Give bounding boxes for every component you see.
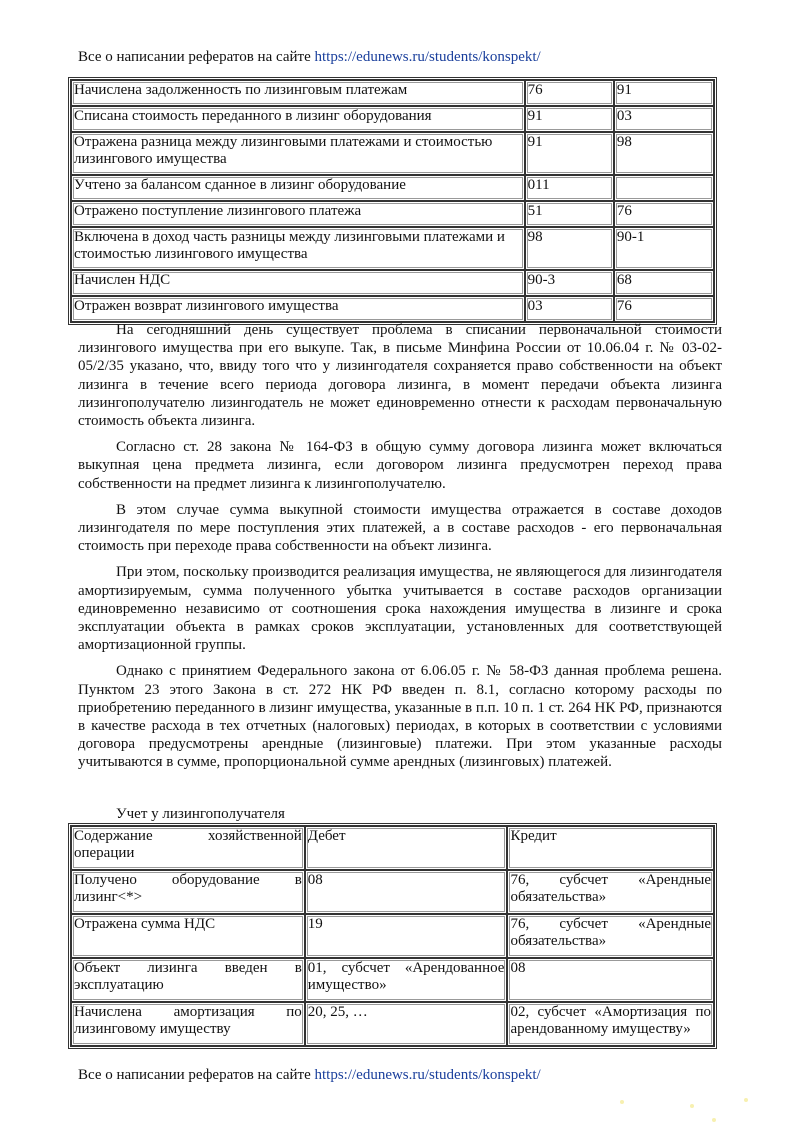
table-row <box>71 227 714 270</box>
operation-cell: Отражена разница между лизинговыми платежами и стоимостью лизингового имущества <box>71 132 525 175</box>
credit-cell <box>614 175 714 201</box>
debit-cell: 76 <box>525 80 614 106</box>
debit-cell: 91 <box>525 132 614 175</box>
credit-cell: 03 <box>614 106 714 132</box>
debit-cell: 51 <box>525 201 614 227</box>
body-text <box>78 321 722 780</box>
debit-cell: 01, субсчет «Арендованное имущество» <box>305 958 508 1002</box>
credit-cell: 91 <box>614 80 714 106</box>
paragraph: В этом случае сумма выкупной стоимости имущества отражается в составе доходов лизингодателя по мере поступления этих платежей, а в составе расходов - его первоначальная стоимость при переходе права собственности на объект лизинга. <box>78 501 722 555</box>
paragraph: При этом, поскольку производится реализация имущества, не являющегося для лизингодателя амортизируемым, сумма полученного убытка учитывается в составе расходов организации единовременно независимо от соотношения срока нахождения имущества в лизинге и срока эксплуатации объекта в рамках сроков эксплуатации, установленных для соответствующей амортизационной группы. <box>78 564 722 654</box>
debit-cell: 08 <box>305 870 508 914</box>
table-row <box>71 914 714 958</box>
paragraph: Согласно ст. 28 закона № 164-ФЗ в общую сумму договора лизинга может включаться выкупная цена предмета лизинга, если договором лизинга предусмотрен переход права собственности на предмет лизинга к лизингополучателю. <box>78 439 722 492</box>
header-credit: Кредит <box>507 826 714 870</box>
debit-cell: 011 <box>525 175 614 201</box>
operation-cell: Списана стоимость переданного в лизинг оборудования <box>71 106 525 132</box>
credit-cell: 76 <box>614 296 714 322</box>
credit-cell: 76, субсчет «Арендные обязательства» <box>507 914 714 958</box>
credit-cell: 98 <box>614 132 714 175</box>
table-row <box>71 106 714 132</box>
operation-cell: Начислена задолженность по лизинговым платежам <box>71 80 525 106</box>
credit-cell: 76, субсчет «Арендные обязательства» <box>507 870 714 914</box>
operation-cell: Объект лизинга введен в эксплуатацию <box>71 958 305 1002</box>
scan-artifact-dot <box>620 1100 624 1104</box>
operation-cell: Учтено за балансом сданное в лизинг оборудование <box>71 175 525 201</box>
lessee-entries-table <box>68 823 717 1049</box>
credit-cell: 90-1 <box>614 227 714 270</box>
table-row <box>71 201 714 227</box>
table-caption: Учет у лизингополучателя <box>116 806 285 822</box>
debit-cell: 03 <box>525 296 614 322</box>
scan-artifact-dot <box>712 1118 716 1122</box>
operation-cell: Начислена амортизация по лизинговому имуществу <box>71 1002 305 1046</box>
table-row <box>71 296 714 322</box>
debit-cell: 98 <box>525 227 614 270</box>
table-row <box>71 870 714 914</box>
debit-cell: 20, 25, … <box>305 1002 508 1046</box>
operation-cell: Отражено поступление лизингового платежа <box>71 201 525 227</box>
table-row <box>71 175 714 201</box>
header-link[interactable]: https://edunews.ru/students/konspekt/ <box>314 49 541 65</box>
operation-cell: Начислен НДС <box>71 270 525 296</box>
footer-text: Все о написании рефератов на сайте <box>78 1067 311 1083</box>
credit-cell: 76 <box>614 201 714 227</box>
debit-cell: 91 <box>525 106 614 132</box>
table-row <box>71 132 714 175</box>
table-row <box>71 1002 714 1046</box>
operation-cell: Получено оборудование в лизинг<*> <box>71 870 305 914</box>
table-row <box>71 80 714 106</box>
table-row <box>71 958 714 1002</box>
operation-cell: Отражен возврат лизингового имущества <box>71 296 525 322</box>
table-row <box>71 270 714 296</box>
table-header-row <box>71 826 714 870</box>
scan-artifact-dot <box>744 1098 748 1102</box>
header-debit: Дебет <box>305 826 508 870</box>
operation-cell: Отражена сумма НДС <box>71 914 305 958</box>
header-text: Все о написании рефератов на сайте <box>78 49 311 65</box>
paragraph: На сегодняшний день существует проблема в списании первоначальной стоимости лизингового имущества при его выкупе. Так, в письме Минфина России от 10.06.04 г. № 03-02-05/2/35 указано, что, ввиду того что у лизингодателя сохраняется право собственности на объект лизинга в течение всего периода договора лизинга, в момент передачи объекта лизинга лизингополучателю лизингодатель не может единовременно отнести к расходам первоначальную стоимость объекта лизинга. <box>78 322 722 430</box>
lessor-entries-table <box>68 77 717 325</box>
debit-cell: 90-3 <box>525 270 614 296</box>
page-footer <box>78 1066 541 1084</box>
header-operation: Содержание хозяйственной операции <box>71 826 305 870</box>
page-header <box>78 48 541 66</box>
debit-cell: 19 <box>305 914 508 958</box>
credit-cell: 02, субсчет «Амортизация по арендованному имуществу» <box>507 1002 714 1046</box>
credit-cell: 08 <box>507 958 714 1002</box>
scan-artifact-dot <box>690 1104 694 1108</box>
paragraph: Однако с принятием Федерального закона от 6.06.05 г. № 58-ФЗ данная проблема решена. Пунктом 23 этого Закона в ст. 272 НК РФ введен п. 8.1, согласно которому расходы по приобретению переданного в лизинг имущества, указанные в п.п. 10 п. 1 ст. 264 НК РФ, признаются в качестве расхода в тех отчетных (налоговых) периодах, в которых в соответствии с условиями договора предусмотрены арендные (лизинговые) платежи. При этом указанные расходы учитываются в сумме, пропорциональной сумме арендных (лизинговых) платежей. <box>78 663 723 771</box>
operation-cell: Включена в доход часть разницы между лизинговыми платежами и стоимостью лизингового имущества <box>71 227 525 270</box>
footer-link[interactable]: https://edunews.ru/students/konspekt/ <box>314 1067 541 1083</box>
credit-cell: 68 <box>614 270 714 296</box>
